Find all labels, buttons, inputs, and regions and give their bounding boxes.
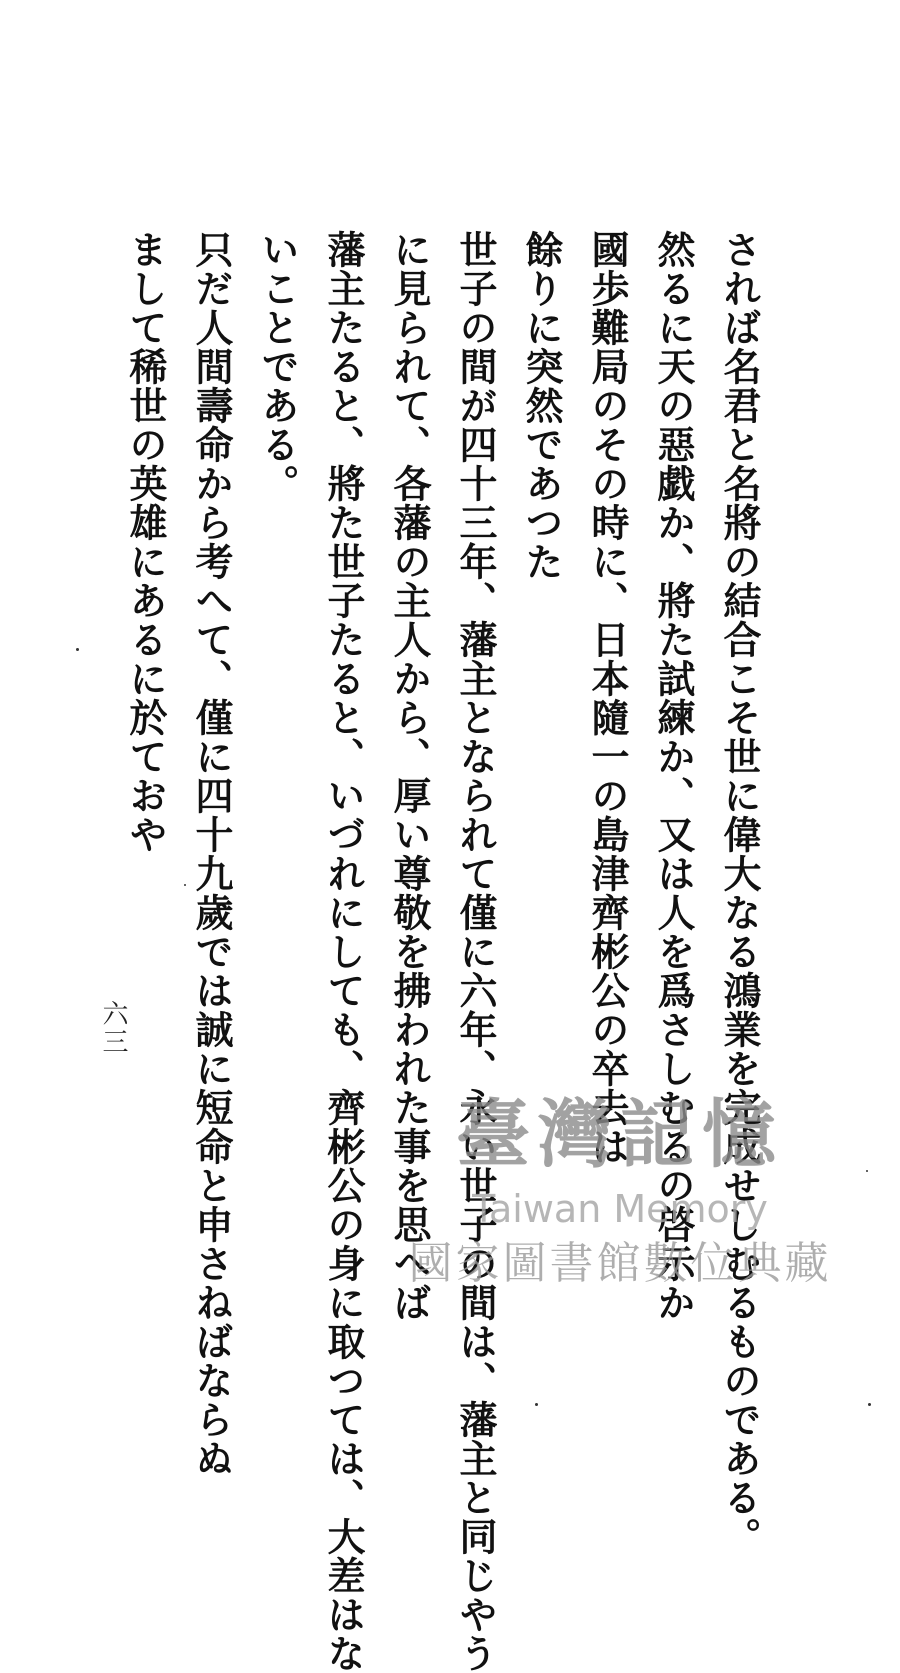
scan-speck	[535, 1403, 538, 1406]
text-line-1: されば名君と名將の結合こそ世に偉大なる鴻業を完成せしむるものである。	[717, 230, 762, 1556]
text-line-4: 餘りに突然であつた	[519, 230, 564, 581]
text-line-7: 藩主たると、將た世子たると、いづれにしても、齊彬公の身に取つては、大差はな	[321, 230, 366, 1673]
text-line-3: 國歩難局のその時に、日本隨一の島津齊彬公の卒去は	[585, 230, 630, 1166]
library-watermark	[385, 1085, 855, 1315]
text-line-10: まして稀世の英雄にあるに於ておや	[123, 230, 168, 854]
watermark-organization: 國家圖書館數位典藏	[408, 1238, 832, 1289]
page-number: 六三	[98, 1000, 128, 1056]
text-line-9: 只だ人間壽命から考へて、僅に四十九歲では誠に短命と申さねばならぬ	[189, 230, 234, 1478]
text-line-6: に見られて、各藩の主人から、厚い尊敬を拂われた事を思へば	[387, 230, 432, 1322]
text-line-5: 世子の間が四十三年、藩主となられて僅に六年、永い世子の間は、藩主と同じやう	[453, 230, 498, 1673]
scan-speck	[184, 884, 186, 886]
watermark-title: 臺灣記憶	[456, 1092, 784, 1178]
scan-speck	[868, 1403, 871, 1406]
scan-speck	[866, 1170, 868, 1172]
watermark-subtitle: Taiwan Memory	[472, 1187, 768, 1231]
text-line-2: 然るに天の惡戯か、將た試練か、又は人を爲さしむるの啓示か	[651, 230, 696, 1322]
scan-speck	[76, 648, 79, 651]
text-line-8: いことである。	[255, 230, 300, 503]
